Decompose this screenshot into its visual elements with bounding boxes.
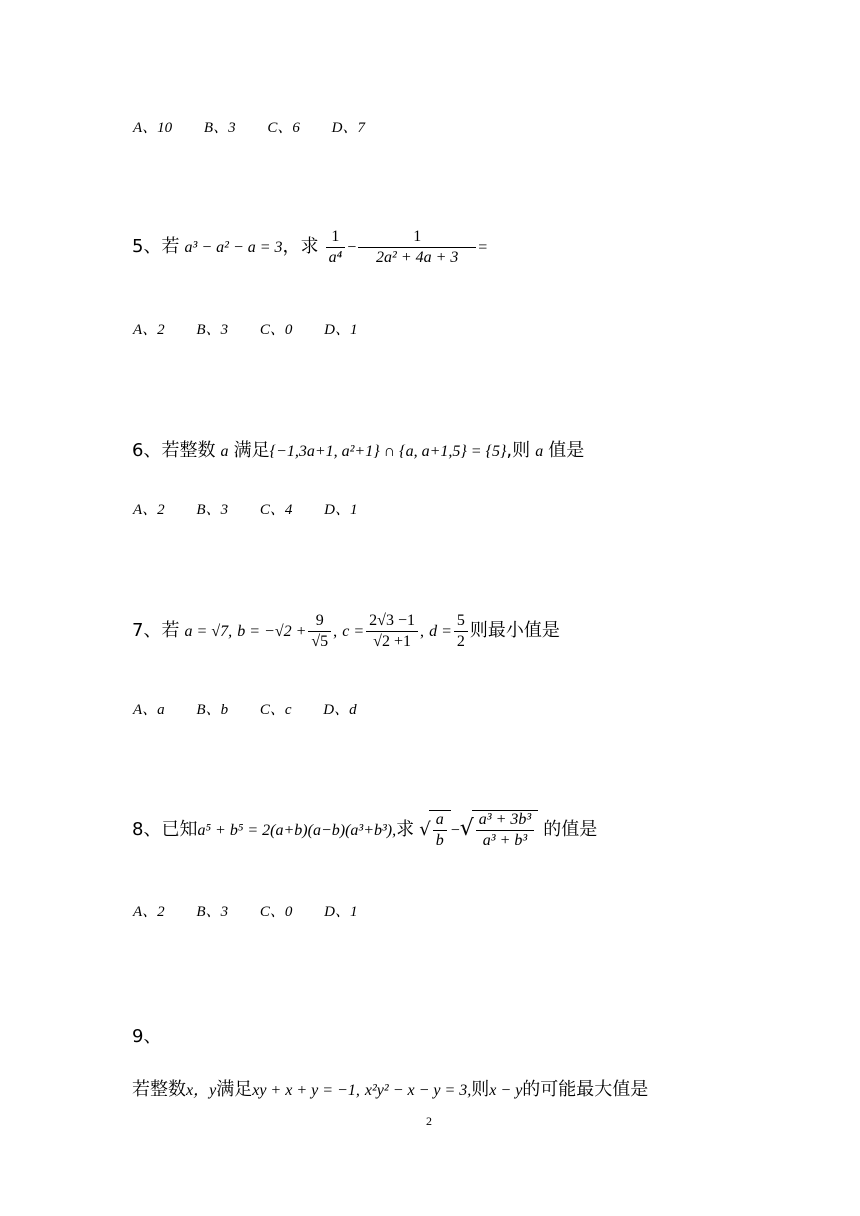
question-7 xyxy=(132,612,560,651)
q5-f1-num: 1 xyxy=(326,228,346,248)
q6-option-b: B、3 xyxy=(196,502,229,518)
q5-lead: 若 xyxy=(161,236,180,257)
q8-mid: 求 xyxy=(396,819,415,840)
q8-option-d: D、1 xyxy=(324,904,358,920)
q6-var2: a xyxy=(535,443,544,460)
question-6 xyxy=(132,436,584,462)
q9-text2: 则 xyxy=(471,1079,490,1100)
q8-radical-2 xyxy=(476,811,534,850)
q6-options xyxy=(133,498,385,519)
q7-a-def: a = √7, xyxy=(184,623,233,640)
q8-number: 8、 xyxy=(132,819,162,840)
q5-option-a: A、2 xyxy=(133,322,165,338)
q8-options xyxy=(133,900,385,921)
q7-d-pre: d = xyxy=(429,623,452,640)
q9-cond1: xy + x + y = −1, xyxy=(252,1082,360,1099)
q8-minus: − xyxy=(450,822,460,839)
q8-condition: a⁵ + b⁵ = 2(a+b)(a−b)(a³+b³), xyxy=(197,822,397,839)
q7-c-den: √2 +1 xyxy=(373,633,411,650)
q5-number: 5、 xyxy=(132,236,162,257)
q5-options xyxy=(133,318,385,339)
q5-option-c: C、0 xyxy=(259,322,293,338)
q7-options xyxy=(133,698,385,719)
q4-options xyxy=(133,116,393,137)
q6-lead: 若整数 xyxy=(161,440,216,461)
q8-tail: 的值是 xyxy=(543,819,598,840)
q7-lead: 若 xyxy=(161,620,180,641)
q7-option-b: B、b xyxy=(196,702,229,718)
q7-c-post: , xyxy=(419,623,424,640)
q5-option-b: B、3 xyxy=(196,322,229,338)
q7-c-num: 2√3 −1 xyxy=(366,612,418,632)
q7-tail: 则最小值是 xyxy=(469,620,560,641)
q9-tail: 的可能最大值是 xyxy=(522,1079,649,1100)
q6-text2: ,则 xyxy=(506,440,531,461)
page-number: 2 xyxy=(426,1114,432,1128)
q8-radical-1 xyxy=(433,811,447,850)
q7-d-den: 2 xyxy=(456,633,465,650)
q8-r1-den: b xyxy=(435,832,444,849)
q6-number: 6、 xyxy=(132,440,162,461)
q4-option-d: D、7 xyxy=(331,120,365,136)
q8-option-b: B、3 xyxy=(196,904,229,920)
q9-number: 9、 xyxy=(132,1026,162,1047)
q5-f1-den: a⁴ xyxy=(328,249,343,266)
q5-fraction-2 xyxy=(358,228,476,267)
q7-b-fraction xyxy=(308,612,331,651)
q7-d-num: 5 xyxy=(454,612,468,632)
q5-equals: = xyxy=(478,239,488,256)
q8-option-c: C、0 xyxy=(259,904,293,920)
q8-lead: 已知 xyxy=(161,819,198,840)
q7-b-post: , xyxy=(333,623,338,640)
q6-set-expression: {−1,3a+1, a²+1} ∩ {a, a+1,5} = {5} xyxy=(269,443,507,460)
sqrt-icon: √ xyxy=(459,816,474,841)
q7-option-a: A、a xyxy=(133,702,165,718)
q4-option-c: C、6 xyxy=(267,120,300,136)
q9-cond2: x²y² − x − y = 3, xyxy=(364,1082,472,1099)
q9-expr: x − y xyxy=(489,1082,523,1099)
q7-b-num: 9 xyxy=(308,612,331,632)
q7-number: 7、 xyxy=(132,620,162,641)
q5-mid: ，求 xyxy=(282,236,319,257)
sqrt-icon: √ xyxy=(419,819,431,840)
q6-option-a: A、2 xyxy=(133,502,165,518)
q8-r2-den: a³ + b³ xyxy=(482,832,528,849)
question-8 xyxy=(132,810,597,850)
q7-option-d: D、d xyxy=(323,702,357,718)
q6-var: a xyxy=(220,443,229,460)
q6-option-c: C、4 xyxy=(259,502,293,518)
q7-b-den: √5 xyxy=(311,633,329,650)
q5-f2-den: 2a² + 4a + 3 xyxy=(376,249,459,266)
q9-vars: x，y xyxy=(186,1082,217,1099)
q7-b-pre: b = −√2 + xyxy=(237,623,307,640)
q7-c-fraction xyxy=(366,612,418,651)
q5-condition: a³ − a² − a = 3 xyxy=(184,239,283,256)
q5-fraction-1 xyxy=(326,228,346,267)
question-5 xyxy=(132,228,487,267)
q7-c-pre: c = xyxy=(342,623,365,640)
q8-option-a: A、2 xyxy=(133,904,165,920)
q5-minus: − xyxy=(347,239,357,256)
question-9 xyxy=(132,1075,648,1101)
q6-text1: 满足 xyxy=(233,440,270,461)
q8-r1-num: a xyxy=(433,811,447,831)
q7-d-fraction xyxy=(454,612,468,651)
q9-text1: 满足 xyxy=(216,1079,253,1100)
q6-option-d: D、1 xyxy=(324,502,358,518)
q7-option-c: C、c xyxy=(259,702,292,718)
q4-option-a: A、10 xyxy=(133,120,173,136)
q5-f2-num: 1 xyxy=(358,228,476,248)
q6-text3: 值是 xyxy=(548,440,585,461)
q5-option-d: D、1 xyxy=(324,322,358,338)
q4-option-b: B、3 xyxy=(203,120,236,136)
q9-lead: 若整数 xyxy=(132,1079,186,1100)
q8-r2-num: a³ + 3b³ xyxy=(476,811,534,831)
